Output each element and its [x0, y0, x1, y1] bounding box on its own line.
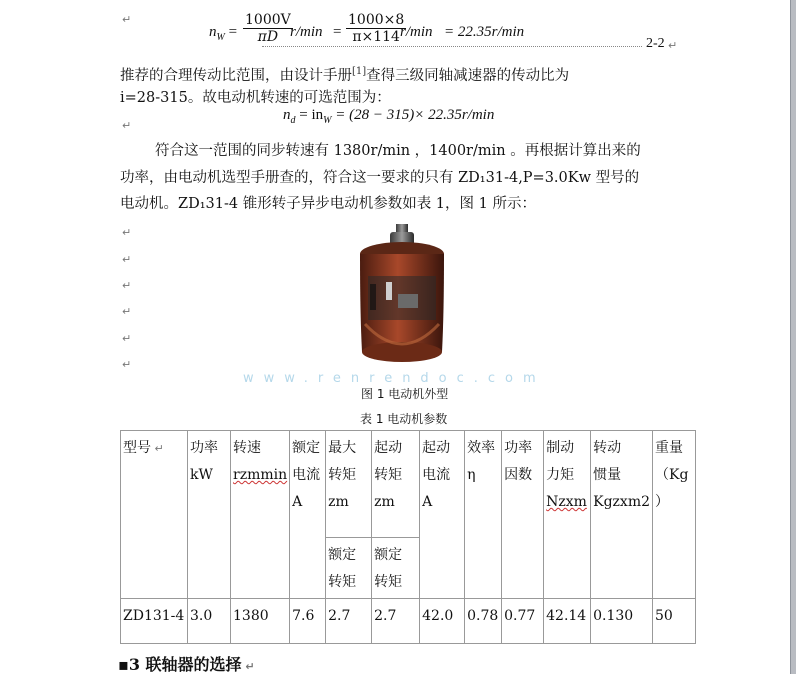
cell-power: 3.0 [188, 599, 231, 644]
page-edge-scrollbar [790, 0, 796, 674]
subheader-start-rated-torque: 额定 转矩 [372, 538, 420, 599]
header-model: 型号 ↵ [121, 431, 188, 599]
paragraph-mark: ↵ [122, 13, 132, 26]
header-start-torque: 起动 转矩 zm [372, 431, 420, 538]
paragraph-line: 功率，由电动机选型手册查的，符合这一要求的只有 ZD₁31-4,P=3.0Kw 型号的 [120, 170, 640, 186]
table-row [121, 599, 696, 644]
table-caption: 表 1 电动机参数 [360, 412, 448, 426]
cell-model: ZD131-4 [121, 599, 188, 644]
fraction-2: $\frac{1000\times 8}{\pi\times 114}$ [348, 12, 405, 45]
formula-result: = 22.35r/min [444, 24, 525, 40]
paragraph-line: 符合这一范围的同步转速有 1380r/min ，1400r/min 。再根据计算出来的 [155, 143, 641, 159]
paragraph-line: i=28-315。故电动机转速的可选范围为： [120, 90, 391, 106]
cell-brake-torque: 42.14 [544, 599, 591, 644]
cell-weight: 50 [653, 599, 696, 644]
cell-max-torque: 2.7 [326, 599, 372, 644]
figure-caption: 图 1 电动机外型 [361, 387, 449, 401]
paragraph-line: 推荐的合理传动比范围，由设计手册[1]查得三级同轴减速器的传动比为 [120, 66, 570, 84]
header-speed: 转速 rzmmin [231, 431, 290, 599]
paragraph-mark: ↵ [122, 305, 132, 318]
header-weight: 重量 （Kg ） [653, 431, 696, 599]
citation-ref: [1] [352, 66, 367, 77]
paragraph-line: 电动机。ZD₁31-4 锥形转子异步电动机参数如表 1，图 1 所示： [120, 196, 536, 212]
header-inertia: 转动 惯量 Kgzxm2 [591, 431, 653, 599]
equation-number: 2-2 [646, 36, 665, 51]
equals-1: = [333, 24, 342, 40]
unit-2: r/min [400, 24, 433, 40]
header-power-factor: 功率 因数 [502, 431, 544, 599]
cell-power-factor: 0.77 [502, 599, 544, 644]
header-start-current: 起动 电流 A [420, 431, 465, 599]
paragraph-mark: ↵ [122, 253, 132, 266]
table-header-row [121, 431, 696, 538]
paragraph-mark: ↵ [668, 39, 678, 52]
watermark-url: www.renrendoc.com [243, 371, 546, 386]
equation-speed-range: $n_d = in_W = (28 - 315)\times 22.35r/\min$ [283, 107, 495, 126]
paragraph-mark: ↵ [122, 358, 132, 371]
cell-start-current: 42.0 [420, 599, 465, 644]
dot-leader [262, 46, 642, 47]
paragraph-mark: ↵ [122, 279, 132, 292]
formula-lhs: $n_W$ = [209, 24, 238, 43]
header-power: 功率 kW [188, 431, 231, 599]
paragraph-mark: ↵ [122, 332, 132, 345]
paragraph-mark: ↵ [122, 226, 132, 239]
subheader-max-rated-torque: 额定 转矩 [326, 538, 372, 599]
header-max-torque: 最大 转矩 zm [326, 431, 372, 538]
cell-efficiency: 0.78 [465, 599, 502, 644]
section-heading: ▪3 联轴器的选择 ↵ [118, 655, 255, 674]
fraction-1: $\frac{1000V}{\pi D}$ [245, 12, 291, 45]
cell-speed: 1380 [231, 599, 290, 644]
unit-1: r/min [290, 24, 323, 40]
motor-photo [340, 224, 464, 374]
header-rated-current: 额定 电流 A [290, 431, 326, 599]
header-brake-torque: 制动 力矩 Nzxm [544, 431, 591, 599]
motor-parameters-table [120, 430, 696, 644]
paragraph-mark: ↵ [122, 119, 132, 132]
cell-inertia: 0.130 [591, 599, 653, 644]
header-efficiency: 效率 η [465, 431, 502, 599]
cell-rated-current: 7.6 [290, 599, 326, 644]
cell-start-torque: 2.7 [372, 599, 420, 644]
